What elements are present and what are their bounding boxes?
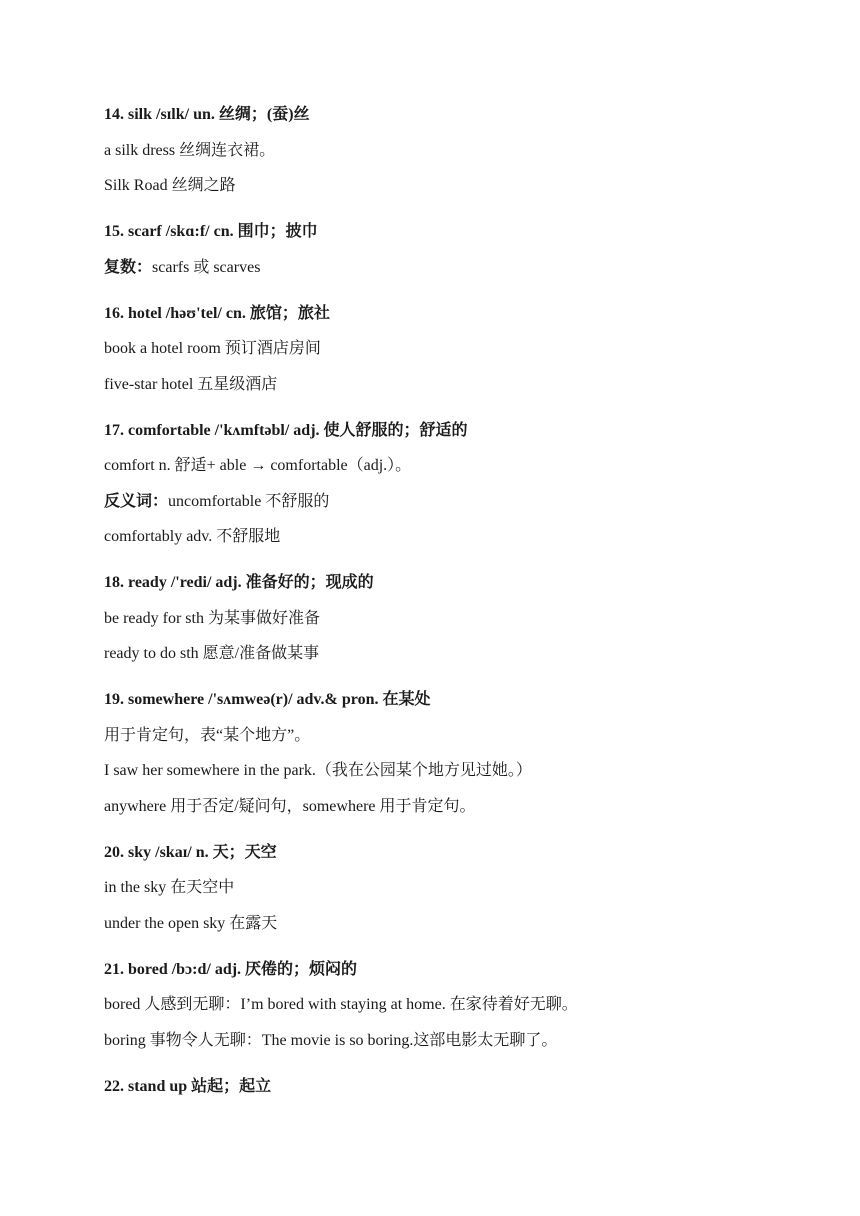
- line-text: scarfs 或 scarves: [152, 258, 261, 276]
- entry-comfortable: [104, 419, 824, 550]
- entry-line: under the open sky 在露天: [104, 914, 278, 932]
- entry-heading: 20. sky /skaɪ/ n. 天；天空: [104, 843, 277, 861]
- entry-line: [104, 490, 824, 514]
- entry-stand-up: [104, 1075, 824, 1099]
- entry-line: comfortably adv. 不舒服地: [104, 528, 281, 545]
- entry-line: boring 事物令人无聊：The movie is so boring.这部电影太无聊了。: [104, 1031, 558, 1049]
- entry-bored: [104, 958, 824, 1053]
- entry-heading: 22. stand up 站起；起立: [104, 1077, 272, 1095]
- entry-somewhere: [104, 688, 824, 819]
- line-label: 复数：: [104, 258, 153, 276]
- entry-line: 用于肯定句，表“某个地方”。: [104, 726, 311, 744]
- entry-line: five-star hotel 五星级酒店: [104, 375, 278, 393]
- entry-heading: 14. silk /sɪlk/ un. 丝绸；(蚕)丝: [104, 106, 310, 123]
- entry-line: [104, 256, 824, 280]
- entry-heading: 18. ready /'redi/ adj. 准备好的；现成的: [104, 574, 374, 591]
- entry-line: a silk dress 丝绸连衣裙。: [104, 141, 276, 159]
- entry-heading: 19. somewhere /'sʌmweə(r)/ adv.& pron. 在某处: [104, 691, 431, 708]
- entry-heading: 17. comfortable /'kʌmftəbl/ adj. 使人舒服的；舒适的: [104, 421, 468, 439]
- entry-line: book a hotel room 预订酒店房间: [104, 340, 321, 357]
- entry-silk: [104, 103, 824, 198]
- entry-heading: 21. bored /bɔ:d/ adj. 厌倦的；烦闷的: [104, 960, 358, 978]
- line-text: uncomfortable 不舒服的: [168, 492, 330, 510]
- line-label: 反义词：: [104, 492, 169, 510]
- entry-line: in the sky 在天空中: [104, 879, 235, 896]
- vocabulary-page: [104, 103, 824, 1110]
- entry-line: Silk Road 丝绸之路: [104, 177, 236, 194]
- entry-hotel: [104, 302, 824, 397]
- entry-sky: [104, 841, 824, 936]
- entry-line: anywhere 用于否定/疑问句，somewhere 用于肯定句。: [104, 797, 476, 815]
- entry-line: I saw her somewhere in the park.（我在公园某个地方见过她。）: [104, 762, 532, 779]
- entry-scarf: [104, 220, 824, 280]
- entry-line: bored 人感到无聊：I’m bored with staying at home. 在家待着好无聊。: [104, 996, 578, 1013]
- entry-heading: 16. hotel /həʊ'tel/ cn. 旅馆；旅社: [104, 304, 330, 322]
- entry-line: ready to do sth 愿意/准备做某事: [104, 645, 320, 662]
- entry-heading: 15. scarf /skɑ:f/ cn. 围巾；披巾: [104, 223, 318, 240]
- entry-line: comfort n. 舒适+ able → comfortable（adj.）。: [104, 457, 412, 474]
- entry-ready: [104, 571, 824, 666]
- entry-line: be ready for sth 为某事做好准备: [104, 609, 320, 627]
